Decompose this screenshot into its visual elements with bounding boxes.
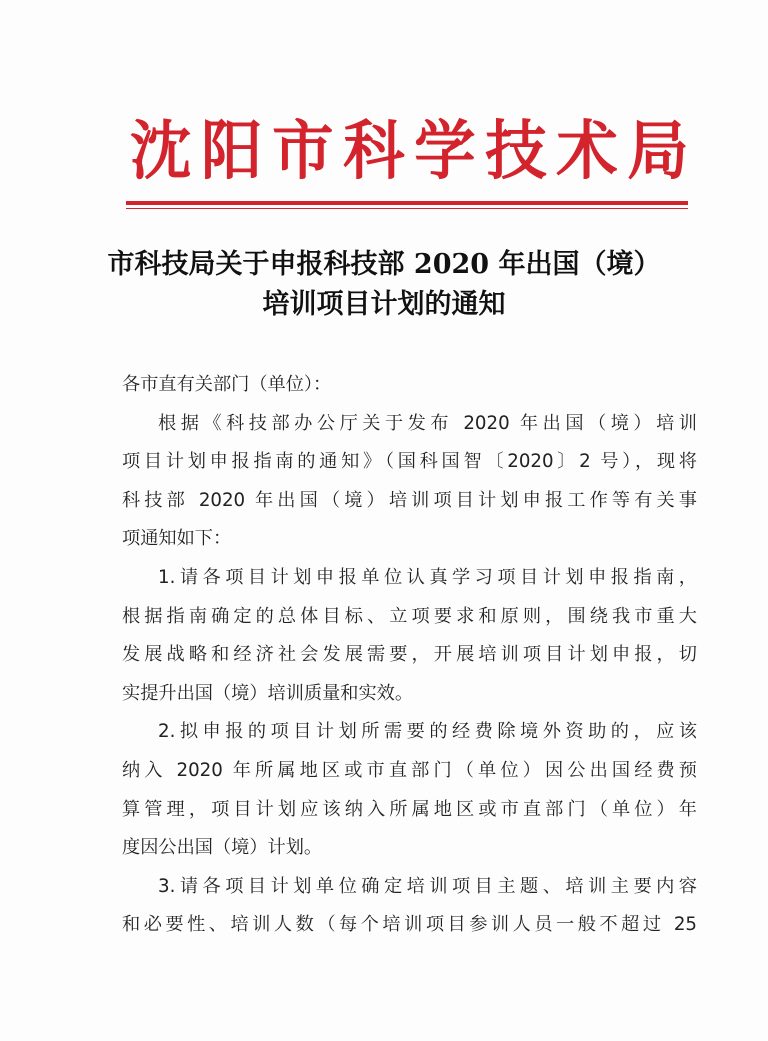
paragraph-line: 根据指南确定的总体目标、立项要求和原则，围绕我市重大 <box>122 605 697 627</box>
paragraph-line: 发展战略和经济社会发展需要，开展培训项目计划申报，切 <box>122 644 697 666</box>
paragraph-line: 纳入 2020 年所属地区或市直部门（单位）因公出国经费预 <box>122 759 697 781</box>
paragraph-line: 算管理，项目计划应该纳入所属地区或市直部门（单位）年 <box>122 798 697 820</box>
salutation: 各市直有关部门（单位）： <box>122 374 332 395</box>
paragraph-line: 度因公出国（境）计划。 <box>122 837 323 859</box>
paragraph-line: 和必要性、培训人数（每个培训项目参训人员一般不超过 25 <box>122 914 697 936</box>
paragraph-line: 3.请各项目计划单位确定培训项目主题、培训主要内容 <box>158 875 697 897</box>
masthead-title: 沈阳市科学技术局 <box>130 114 699 189</box>
paragraph-line: 根据《科技部办公厅关于发布 2020 年出国（境）培训 <box>158 412 697 434</box>
paragraph-line: 1.请各项目计划申报单位认真学习项目计划申报指南， <box>158 566 697 588</box>
paragraph-line: 项目计划申报指南的通知》（国科国智〔2020〕2 号），现将 <box>122 451 697 473</box>
notice-title-line-2: 培训项目计划的通知 <box>262 289 506 320</box>
notice-title-line-1: 市科技局关于申报科技部 2020 年出国（境） <box>107 249 661 280</box>
masthead-rule-thick <box>126 201 688 205</box>
paragraph-line: 2.拟申报的项目计划所需要的经费除境外资助的，应该 <box>158 721 697 743</box>
paragraph-line: 项通知如下： <box>122 528 232 550</box>
masthead-rule-thin <box>126 208 688 209</box>
paragraph-line: 实提升出国（境）培训质量和实效。 <box>122 682 414 704</box>
paragraph-line: 科技部 2020 年出国（境）培训项目计划申报工作等有关事 <box>122 489 697 511</box>
notice-body <box>122 366 697 945</box>
